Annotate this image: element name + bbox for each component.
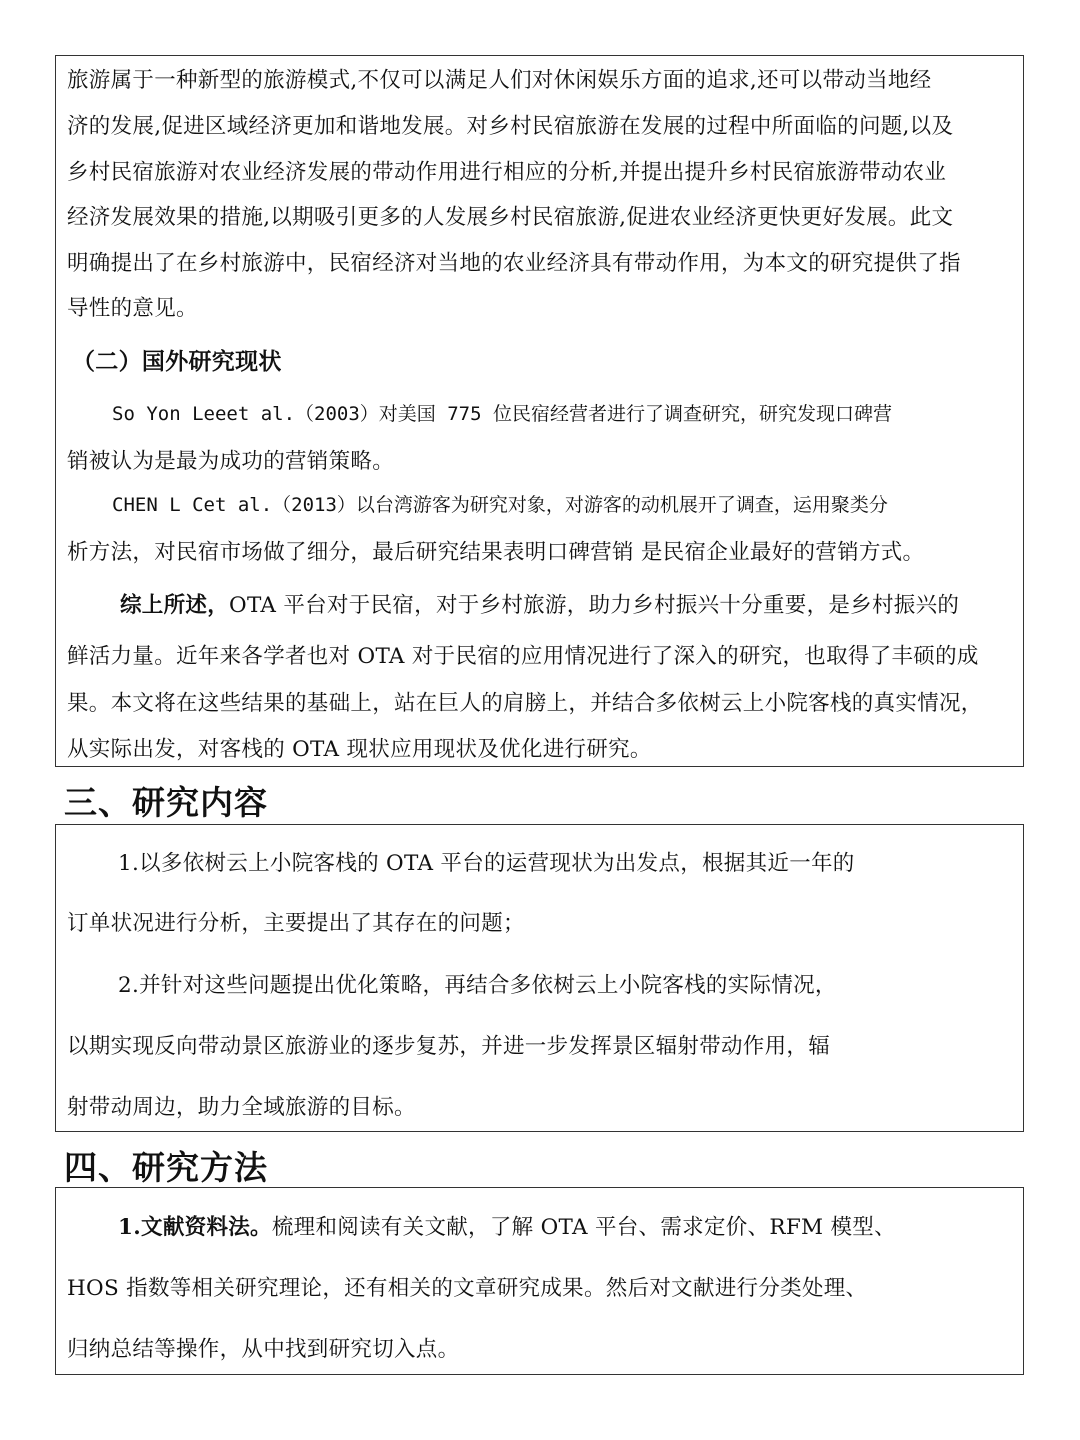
content-item-2-line-2: 以期实现反向带动景区旅游业的逐步复苏，并进一步发挥景区辐射带动作用，辐 — [67, 1034, 831, 1059]
subheading-foreign-research: （二）国外研究现状 — [72, 349, 282, 375]
summary-line-2: 鲜活力量。近年来各学者也对 OTA 对于民宿的应用情况进行了深入的研究，也取得了丰硕的成 — [67, 644, 979, 669]
summary-lead: 综上所述， — [120, 593, 230, 618]
paragraph-line: 经济发展效果的措施,以期吸引更多的人发展乡村民宿旅游,促进农业经济更快更好发展。此文 — [67, 205, 954, 230]
summary-line-4: 从实际出发，对客栈的 OTA 现状应用现状及优化进行研究。 — [67, 737, 652, 762]
paragraph-line: 乡村民宿旅游对农业经济发展的带动作用进行相应的分析,并提出提升乡村民宿旅游带动农业 — [67, 160, 947, 185]
method-lead: 1.文献资料法。 — [118, 1215, 272, 1240]
summary-line-1 — [120, 588, 959, 619]
content-item-1-line-2: 订单状况进行分析，主要提出了其存在的问题； — [67, 911, 525, 936]
foreign-paragraph-2-line-1: CHEN L Cet al.（2013）以台湾游客为研究对象，对游客的动机展开了调查，运用聚类分 — [112, 494, 888, 516]
content-item-2-line-3: 射带动周边，助力全域旅游的目标。 — [67, 1095, 416, 1120]
content-item-1-line-1: 1.以多依树云上小院客栈的 OTA 平台的运营现状为出发点，根据其近一年的 — [118, 851, 855, 876]
paragraph-line: 旅游属于一种新型的旅游模式,不仅可以满足人们对休闲娱乐方面的追求,还可以带动当地经 — [67, 68, 932, 93]
paragraph-line: 导性的意见。 — [67, 296, 198, 321]
summary-line-1-rest: OTA 平台对于民宿，对于乡村旅游，助力乡村振兴十分重要，是乡村振兴的 — [229, 593, 960, 618]
summary-line-3: 果。本文将在这些结果的基础上，站在巨人的肩膀上，并结合多依树云上小院客栈的真实情况， — [67, 691, 983, 716]
method-line-3: 归纳总结等操作，从中找到研究切入点。 — [67, 1337, 460, 1362]
paragraph-line: 明确提出了在乡村旅游中，民宿经济对当地的农业经济具有带动作用，为本文的研究提供了指 — [67, 251, 961, 276]
section-heading-research-content: 三、研究内容 — [64, 783, 268, 822]
foreign-paragraph-1-line-2: 销被认为是最为成功的营销策略。 — [67, 449, 395, 474]
method-line-1 — [118, 1210, 896, 1241]
method-line-2: HOS 指数等相关研究理论，还有相关的文章研究成果。然后对文献进行分类处理、 — [67, 1276, 868, 1301]
content-item-2-line-1: 2.并针对这些问题提出优化策略，再结合多依树云上小院客栈的实际情况， — [118, 973, 837, 998]
paragraph-line: 济的发展,促进区域经济更加和谐地发展。对乡村民宿旅游在发展的过程中所面临的问题,以及 — [67, 114, 954, 139]
foreign-paragraph-1-line-1: So Yon Leeet al.（2003）对美国 775 位民宿经营者进行了调查研究，研究发现口碑营 — [112, 403, 892, 425]
foreign-paragraph-2-line-2: 析方法，对民宿市场做了细分，最后研究结果表明口碑营销 是民宿企业最好的营销方式。 — [67, 540, 925, 565]
method-line-1-rest: 梳理和阅读有关文献，了解 OTA 平台、需求定价、RFM 模型、 — [271, 1215, 896, 1240]
section-heading-research-method: 四、研究方法 — [64, 1148, 268, 1187]
